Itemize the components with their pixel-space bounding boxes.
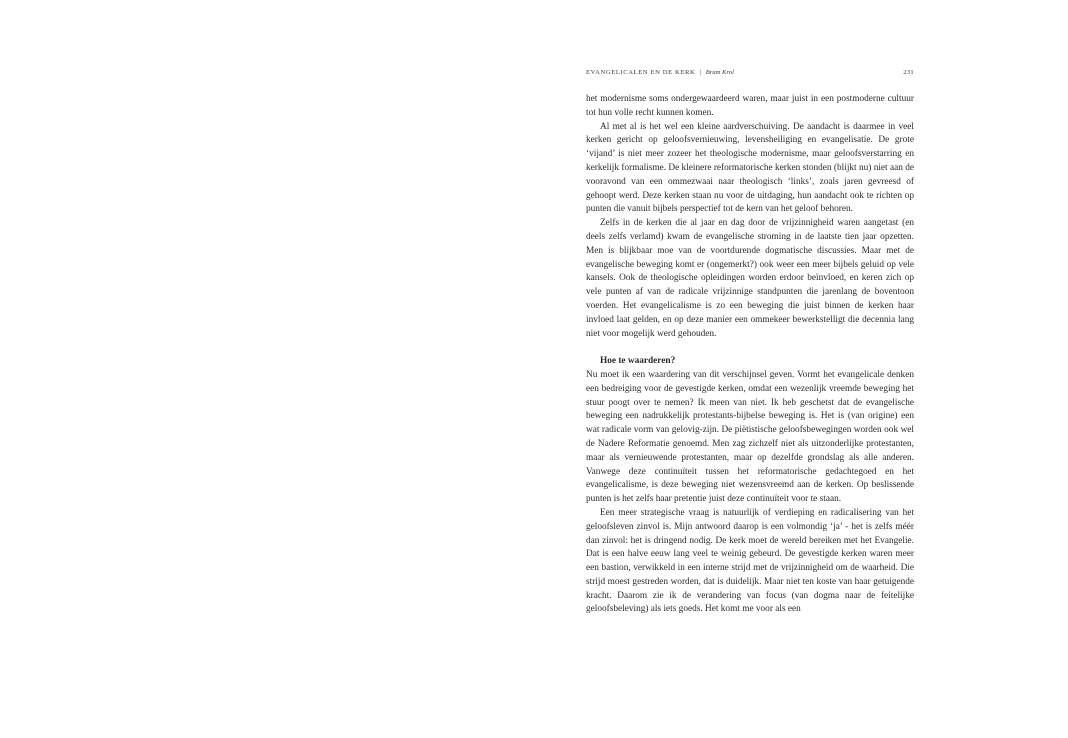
page-number: 231 — [903, 69, 914, 76]
running-head — [586, 66, 914, 80]
paragraph: Zelfs in de kerken die al jaar en dag door de vrijzinnigheid waren aangetast (en deels zelfs verlamd) kwam de evangelische stroming in de laatste tien jaar opzetten. Men is blijkbaar moe van de voortdurende dogmatische discussies. Maar met de evangelische beweging komt er (ongemerkt?) ook weer een meer bijbels geluid op vele kansels. Ook de theologische opleidingen worden erdoor beïnvloed, en keren zich op vele punten af van de radicale vrijzinnige standpunten die jarenlang de boventoon voerden. Het evangelicalisme is zo een beweging die juist binnen de kerken haar invloed laat gelden, en op deze manier een ommekeer bewerkstelligt die decennia lang niet voor mogelijk werd gehouden. — [586, 218, 914, 339]
running-head-separator: | — [699, 69, 702, 76]
section-heading: Hoe te waarderen? — [600, 356, 676, 367]
running-head-author: Bram Krol — [705, 69, 734, 76]
page-body — [586, 93, 914, 617]
paragraph-continued: het modernisme soms ondergewaardeerd waren, maar juist in een postmoderne cultuur tot hun volle recht kunnen komen. — [586, 94, 914, 118]
running-title: EVANGELICALEN EN DE KERK — [586, 69, 696, 76]
running-title-group — [586, 66, 734, 80]
book-page — [586, 66, 914, 617]
paragraph: Al met al is het wel een kleine aardverschuiving. De aandacht is daarmee in veel kerken gericht op geloofsvernieuwing, levensheiliging en evangelisatie. De grote ‘vijand’ is niet meer zozeer het theologische modernisme, maar geloofsverstarring en kerkelijk formalisme. De kleinere reformatorische kerken stonden (blijkt nu) niet aan de vooravond van een ommezwaai naar theologisch ‘links’, zoals jaren gevreesd of gehoopt werd. Deze kerken staan nu voor de uitdaging, hun aandacht ook te richten op punten die vanuit bijbels perspectief tot de kern van het geloof behoren. — [586, 121, 914, 215]
paragraph: Nu moet ik een waardering van dit verschijnsel geven. Vormt het evangelicale denken een bedreiging voor de gevestigde kerken, omdat een wezenlijk vreemde beweging het stuur poogt over te nemen? Ik meen van niet. Ik heb geschetst dat de evangelische beweging een nadrukkelijk protestants-bijbelse beweging is. Het is (van origine) een wat radicale vorm van gelovig-zijn. De piëtistische geloofsbewegingen worden ook wel de Nadere Reformatie genoemd. Men zag zichzelf niet als uitzonderlijke protestanten, maar als vernieuwende protestanten, maar op dezelfde grondslag als alle anderen. Vanwege deze continuïteit tussen het reformatorische gedachtegoed en het evangelicalisme, is deze beweging niet wezensvreemd aan de kerken. Op beslissende punten is het zelfs haar pretentie juist deze continuïteit voor te staan. — [586, 369, 914, 505]
paragraph: Een meer strategische vraag is natuurlijk of verdieping en radicalisering van het geloofsleven zinvol is. Mijn antwoord daarop is een volmondig ‘ja’ - het is zelfs méér dan zinvol: het is dringend nodig. De kerk moet de wereld bereiken met het Evangelie. Dat is een halve eeuw lang veel te weinig gebeurd. De gevestigde kerken waren meer een bastion, verwikkeld in een interne strijd met de vrijzinnigheid om de waarheid. Die strijd moest gestreden worden, dat is duidelijk. Maar niet ten koste van haar getuigende kracht. Daarom zie ik de verandering van focus (van dogma naar de feitelijke geloofsbeleving) als iets goeds. Het komt me voor als een — [586, 507, 914, 615]
